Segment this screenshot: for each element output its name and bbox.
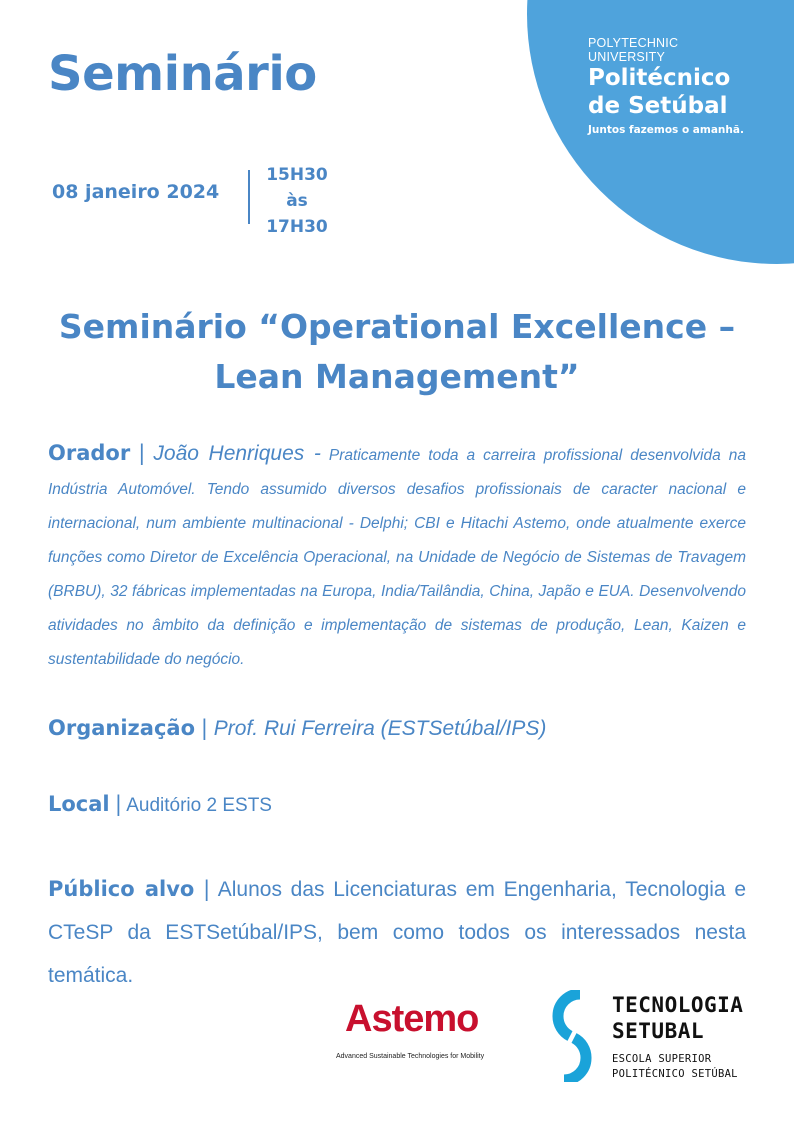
- page-title: Seminário: [48, 46, 317, 102]
- ests-line4: POLITÉCNICO SETÚBAL: [612, 1068, 738, 1080]
- location-value: Auditório 2 ESTS: [126, 795, 272, 816]
- seminar-title-line2: Lean Management”: [214, 357, 580, 396]
- institution-line1: POLYTECHNIC UNIVERSITY: [588, 36, 679, 64]
- event-time: [262, 162, 332, 240]
- ests-line1: TECNOLOGIA: [612, 993, 744, 1017]
- speaker-bio: Praticamente toda a carreira profissional desenvolvida na Indústria Automóvel. Tendo assumido diversos desafios profissionais de caracter nacional e internacional, num ambiente multinacional - Delphi; CBI e Hitachi Astemo, onde atualmente exerce funções como Diretor de Excelência Operacional, na Unidade de Negócio de Sistemas de Travagem (BRBU), 32 fábricas implementadas na Europa, India/Tailândia, China, Japão e EUA. Desenvolvendo atividades no âmbito da definição e implementação de sistemas de produção, Lean, Kaizen e sustentabilidade do negócio.: [48, 447, 746, 668]
- institution-tagline: Juntos fazemos o amanhã.: [588, 124, 744, 136]
- seminar-title-line1: Seminário “Operational Excellence –: [58, 307, 736, 346]
- institution-logo: [588, 36, 758, 136]
- audience-section: [48, 868, 746, 997]
- location-separator: |: [114, 792, 122, 816]
- organization-label: Organização: [48, 716, 195, 740]
- speaker-separator: |: [138, 441, 146, 465]
- audience-label: Público alvo: [48, 877, 195, 901]
- date-divider: [248, 170, 250, 224]
- institution-line2: Politécnico: [588, 65, 731, 91]
- speaker-name: João Henriques -: [153, 442, 321, 465]
- location-section: [48, 792, 746, 817]
- astemo-logo-name: Astemo: [345, 998, 479, 1040]
- organization-value: Prof. Rui Ferreira (ESTSetúbal/IPS): [213, 717, 547, 740]
- ests-line2: SETUBAL: [612, 1019, 705, 1043]
- time-separator: às: [286, 191, 308, 211]
- organization-section: [48, 716, 746, 741]
- event-date: 08 janeiro 2024: [52, 181, 220, 203]
- location-label: Local: [48, 792, 110, 816]
- ests-logo-text: [612, 992, 743, 1082]
- institution-line3: de Setúbal: [588, 93, 728, 119]
- time-end: 17H30: [266, 217, 328, 237]
- astemo-logo-subtitle: Advanced Sustainable Technologies for Mobility: [336, 1053, 485, 1060]
- speaker-section: [48, 436, 746, 677]
- ests-line3: ESCOLA SUPERIOR: [612, 1053, 712, 1065]
- time-start: 15H30: [266, 165, 328, 185]
- audience-separator: |: [203, 877, 211, 901]
- audience-value: Alunos das Licenciaturas em Engenharia, Tecnologia e CTeSP da ESTSetúbal/IPS, bem como todos os interessados nesta temática.: [48, 878, 746, 987]
- organization-separator: |: [200, 716, 208, 740]
- speaker-label: Orador: [48, 441, 131, 465]
- seminar-title: [40, 302, 754, 402]
